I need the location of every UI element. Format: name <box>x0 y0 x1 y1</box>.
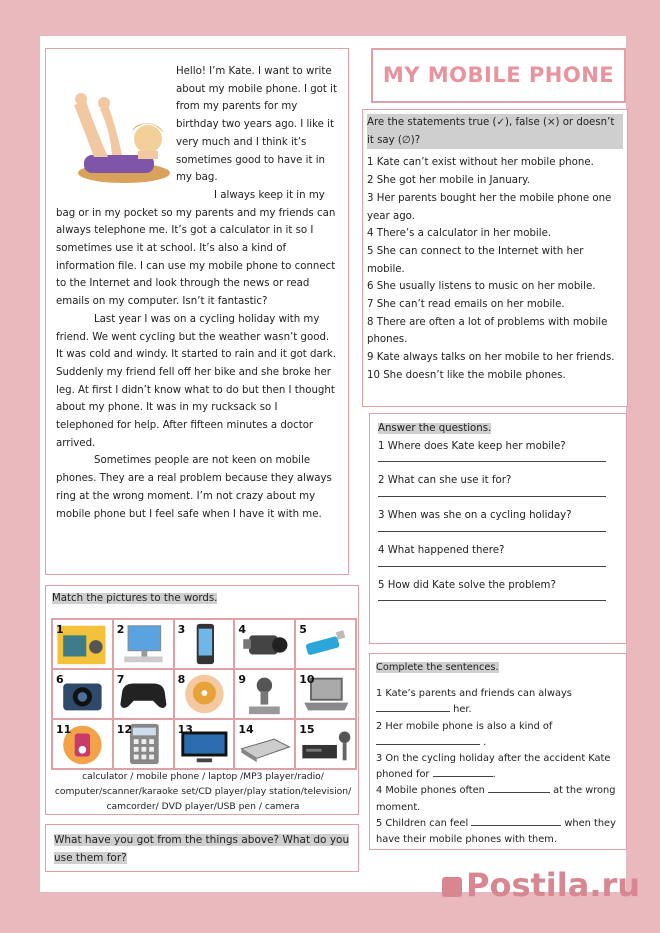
answer-line[interactable] <box>378 531 606 532</box>
true-false-box <box>362 109 628 407</box>
sentence-text: her. <box>453 704 472 716</box>
picture-number: 3 <box>177 623 186 636</box>
sentence-text: 3 On the cycling holiday after the accident Kate phoned for <box>376 753 611 781</box>
question: 3 When was she on a cycling holiday? <box>378 510 572 522</box>
answer-line[interactable] <box>378 461 606 462</box>
complete-sentences-box <box>369 653 627 850</box>
picture-number: 4 <box>238 623 247 636</box>
blank-gap[interactable] <box>376 702 450 712</box>
blank-gap[interactable] <box>471 816 561 826</box>
complete-sentences-heading: Complete the sentences. <box>376 662 499 673</box>
match-pictures-box <box>45 585 359 815</box>
picture-number: 8 <box>177 673 186 686</box>
question: 2 What can she use it for? <box>378 475 512 487</box>
girl-lying-icon <box>64 85 172 193</box>
picture-cell[interactable] <box>174 719 235 769</box>
picture-cell[interactable] <box>113 669 174 719</box>
picture-number: 9 <box>238 673 247 686</box>
statement: 10 She doesn’t like the mobile phones. <box>367 369 566 381</box>
blank-gap[interactable] <box>488 783 550 793</box>
sentence-4 <box>376 783 620 815</box>
statement: 4 There’s a calculator in her mobile. <box>367 228 552 240</box>
picture-cell[interactable] <box>234 669 295 719</box>
picture-number: 2 <box>116 623 125 636</box>
sentence-text: at the wrong moment. <box>376 785 616 813</box>
statement: 5 She can connect to the Internet with her mobile. <box>367 245 584 275</box>
title-box <box>371 48 626 103</box>
sentence-1 <box>376 686 620 718</box>
story-box <box>45 48 349 575</box>
word-list: calculator / mobile phone / laptop /MP3 player/radio/ computer/scanner/karaoke set/CD player/play station/television/ camcorder/ DVD player/USB pen / camera <box>54 771 352 812</box>
statement: 1 Kate can’t exist without her mobile phone. <box>367 157 594 169</box>
story-paragraph-4: Sometimes people are not keen on mobile phones. They are a real problem because they always ring at the wrong moment. I’m not crazy about my mobile phone but I feel safe when I have it with me. <box>56 455 332 520</box>
page-title: MY MOBILE PHONE <box>382 63 615 87</box>
sentence-text: 1 Kate’s parents and friends can always <box>376 688 572 700</box>
picture-number: 1 <box>56 623 64 636</box>
picture-number: 15 <box>299 723 315 736</box>
logo-text: Postila.ru <box>466 866 641 904</box>
picture-number: 13 <box>177 723 193 736</box>
have-you-got-question: What have you got from the things above? What do you use them for? <box>54 834 350 864</box>
answer-line[interactable] <box>378 566 606 567</box>
picture-cell[interactable] <box>295 719 356 769</box>
answer-questions-box <box>369 413 627 644</box>
sentence-2 <box>376 719 620 751</box>
statement: 3 Her parents bought her the mobile phone one year ago. <box>367 192 612 222</box>
picture-cell[interactable] <box>52 669 113 719</box>
statement: 2 She got her mobile in January. <box>367 175 530 187</box>
sentence-text: . <box>483 736 487 748</box>
picture-cell[interactable] <box>295 669 356 719</box>
sentence-text: when they have their mobile phones with them. <box>376 817 616 846</box>
picture-cell[interactable] <box>52 719 113 769</box>
match-pictures-heading: Match the pictures to the words. <box>52 593 218 604</box>
sentence-3 <box>376 751 620 783</box>
answer-line[interactable] <box>378 496 606 497</box>
have-you-got-box <box>45 824 359 872</box>
picture-number: 12 <box>116 723 133 736</box>
statement: 8 There are often a lot of problems with mobile phones. <box>367 316 608 346</box>
statement: 9 Kate always talks on her mobile to her friends. <box>367 352 615 364</box>
picture-number: 10 <box>299 673 315 686</box>
picture-cell[interactable] <box>113 719 174 769</box>
logo-mark-icon <box>442 877 462 897</box>
picture-cell[interactable] <box>52 619 113 669</box>
statement: 7 She can’t read emails on her mobile. <box>367 299 565 311</box>
picture-grid <box>51 618 357 770</box>
picture-number: 11 <box>56 723 72 736</box>
picture-number: 14 <box>238 723 254 736</box>
picture-number: 6 <box>56 673 64 686</box>
picture-number: 5 <box>299 623 307 636</box>
picture-cell[interactable] <box>113 619 174 669</box>
sentence-5 <box>376 816 620 848</box>
sentence-text: 4 Mobile phones often <box>376 785 485 797</box>
story-paragraph-3: Last year I was on a cycling holiday with my friend. We went cycling but the weather wasn’t good. It was cold and windy. It started to rain and it got dark. Suddenly my friend fell off her bike and she broke her leg. At first I didn’t know what to do but then I thought about my phone. It was in my rucksack so I telephoned for help. After fifteen minutes a doctor arrived. <box>56 313 337 449</box>
question: 4 What happened there? <box>378 544 505 556</box>
true-false-heading: Are the statements true (✓), false (×) or doesn’t it say (∅)? <box>367 114 623 149</box>
blank-gap[interactable] <box>376 735 480 745</box>
picture-cell[interactable] <box>234 719 295 769</box>
statement: 6 She usually listens to music on her mobile. <box>367 281 596 293</box>
story-paragraph-2: I always keep it in my bag or in my pocket so my parents and my friends can always telephone me. It’s got a calculator in it so I sometimes use it at school. It’s also a kind of information file. I can use my mobile phone to connect to the Internet and look through the news or read emails on my computer. Isn’t it fantastic? <box>56 189 336 308</box>
picture-cell[interactable] <box>234 619 295 669</box>
sentence-text: . <box>492 769 496 781</box>
picture-cell[interactable] <box>174 619 235 669</box>
picture-number: 7 <box>116 673 125 686</box>
blank-gap[interactable] <box>433 767 493 777</box>
sentence-text: 5 Children can feel <box>376 817 469 829</box>
picture-cell[interactable] <box>295 619 356 669</box>
question: 5 How did Kate solve the problem? <box>378 579 556 591</box>
sentence-text: 2 Her mobile phone is also a kind of <box>376 720 553 732</box>
story-paragraph-1: Hello! I’m Kate. I want to write about my mobile phone. I got it from my parents for my birthday two years ago. I like it very much and I think it’s sometimes good to have it in my bag. <box>176 66 337 184</box>
postila-logo <box>442 866 640 904</box>
picture-cell[interactable] <box>174 669 235 719</box>
answer-questions-heading: Answer the questions. <box>378 423 492 434</box>
question: 1 Where does Kate keep her mobile? <box>378 440 566 452</box>
answer-line[interactable] <box>378 600 606 601</box>
